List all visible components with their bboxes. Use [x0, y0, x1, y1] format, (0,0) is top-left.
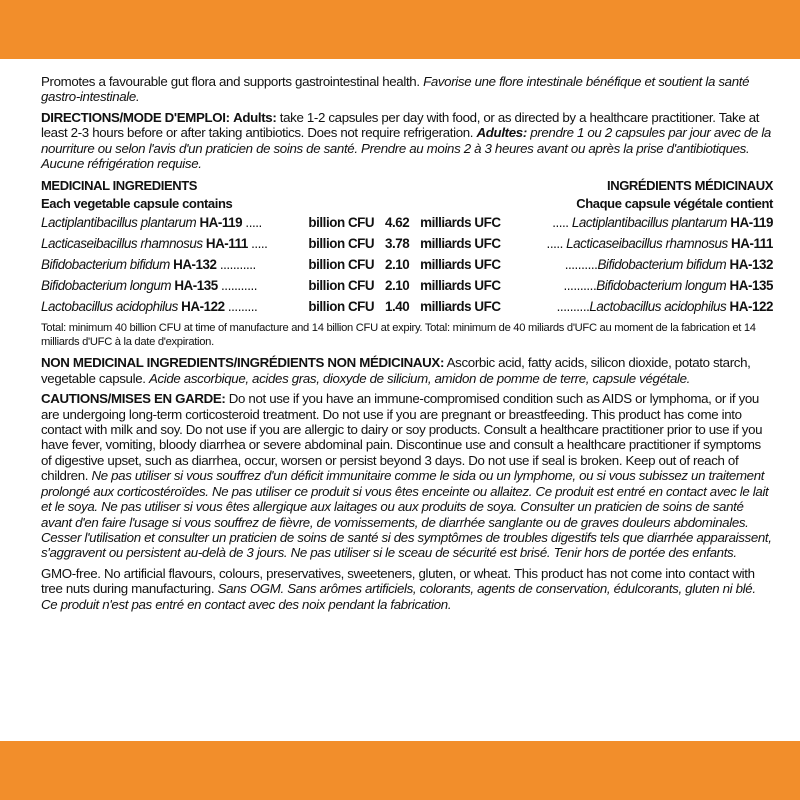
cautions-en: Do not use if you have an immune-compromised condition such as AIDS or lymphoma, or if you are undergoing long-term corticosteroid treatment. Do not use if you are pregnant or breastfeeding. This product has come into contact with milk and soy. Do not use if you are allergic to dairy or soy products. Consult a healthcare practitioner prior to use if you have fever, vomiting, bloody diarrhea or severe abdominal pain. Discontinue use and consult a healthcare practitioner if symptoms of digestive upset, such as diarrhea, occur, worsen or persist beyond 3 days. Do not use if seal is broken. Keep out of reach of children. [41, 391, 763, 484]
ingredient-species: Lactobacillus acidophilus [589, 299, 727, 315]
leader-dots: ......... [224, 299, 258, 315]
cfu-value: 3.78 [384, 236, 410, 252]
top-orange-band [0, 0, 800, 59]
ingredient-species: Bifidobacterium longum [41, 278, 172, 294]
ingredient-en [41, 278, 306, 293]
ingredient-species: Bifidobacterium longum [596, 278, 727, 294]
ingredient-strain: HA-111 [731, 236, 773, 252]
ingredient-strain: HA-135 [729, 278, 773, 294]
directions-paragraph [41, 110, 773, 172]
medicinal-sub-fr: Chaque capsule végétale contient [576, 195, 773, 211]
intro-fr: Favorise une flore intestinale bénéfique et soutient la santé gastro-intestinale. [41, 74, 750, 105]
medicinal-heading-fr: INGRÉDIENTS MÉDICINAUX [607, 177, 773, 193]
ingredient-amount [308, 257, 500, 272]
free-from-fr: Sans OGM. Sans arômes artificiels, colorants, agents de conservation, édulcorants, gluten ni blé. Ce produit n'est pas entré en contact avec des noix pendant la fabrication. [41, 581, 756, 612]
ingredient-en [41, 215, 306, 230]
unit-fr: milliards UFC [420, 299, 501, 315]
leader-dots: ..... [546, 236, 567, 252]
ingredient-en [41, 299, 306, 314]
leader-dots: .......... [563, 278, 597, 294]
medicinal-heading-row [41, 176, 773, 194]
ingredient-strain: HA-122 [181, 299, 225, 315]
medicinal-subheading-row [41, 194, 773, 212]
ingredient-amount [308, 236, 500, 251]
intro-paragraph [41, 74, 773, 105]
ingredient-fr [503, 215, 773, 230]
ingredient-species: Lacticaseibacillus rhamnosus [566, 236, 728, 252]
ingredient-strain: HA-111 [205, 236, 248, 252]
unit-en: billion CFU [308, 299, 375, 315]
ingredient-species: Lactiplantibacillus plantarum [571, 215, 728, 231]
ingredient-strain: HA-119 [199, 215, 243, 231]
non-medicinal-paragraph [41, 355, 773, 386]
non-medicinal-heading: NON MEDICINAL INGREDIENTS/INGRÉDIENTS NON MÉDICINAUX: [41, 355, 445, 371]
ingredient-en [41, 236, 306, 251]
leader-dots: ..... [552, 215, 572, 231]
leader-dots: ........... [216, 257, 256, 273]
ingredient-en [41, 257, 306, 272]
ingredient-strain: HA-135 [174, 278, 218, 294]
ingredient-rows [41, 212, 773, 317]
label-content [41, 74, 773, 617]
cfu-value: 2.10 [384, 278, 410, 294]
leader-dots: ........... [217, 278, 258, 294]
unit-fr: milliards UFC [420, 215, 501, 231]
medicinal-heading-en: MEDICINAL INGREDIENTS [41, 177, 198, 193]
ingredient-row [41, 233, 773, 254]
free-from-en: GMO-free. No artificial flavours, colours, preservatives, sweeteners, gluten, or wheat. This product has not come into contact with tree nuts during manufacturing. [41, 565, 755, 597]
leader-dots: .......... [556, 299, 590, 315]
intro-en: Promotes a favourable gut flora and supports gastrointestinal health. [41, 74, 420, 89]
cfu-value: 1.40 [384, 299, 410, 315]
ingredient-row [41, 254, 773, 275]
cfu-value: 2.10 [384, 257, 410, 273]
bottom-orange-band [0, 741, 800, 800]
unit-en: billion CFU [308, 278, 375, 294]
cfu-value: 4.62 [384, 215, 410, 231]
ingredient-row [41, 212, 773, 233]
unit-fr: milliards UFC [420, 278, 501, 294]
ingredient-row [41, 275, 773, 296]
ingredient-fr [503, 236, 773, 251]
ingredient-amount [308, 299, 500, 314]
ingredient-species: Lactiplantibacillus plantarum [41, 215, 197, 231]
unit-en: billion CFU [308, 215, 375, 231]
ingredient-amount [308, 278, 500, 293]
leader-dots: .......... [564, 257, 598, 273]
ingredient-species: Lacticaseibacillus rhamnosus [41, 236, 203, 252]
unit-fr: milliards UFC [420, 257, 501, 273]
directions-fr-text: prendre 1 ou 2 capsules par jour avec de la nourriture ou selon l'avis d'un praticien de soins de santé. Prendre au moins 2 à 3 heures avant ou après la prise d'antibiotiques. Aucune réfrigération requise. [41, 125, 771, 172]
ingredient-fr [503, 257, 773, 272]
ingredient-row [41, 296, 773, 317]
ingredient-strain: HA-122 [729, 299, 773, 315]
directions-fr-label: Adultes: [476, 125, 527, 141]
ingredient-strain: HA-132 [729, 257, 773, 273]
ingredient-fr [503, 299, 773, 314]
directions-en-label: Adults: [233, 109, 277, 125]
unit-fr: milliards UFC [420, 236, 501, 252]
medicinal-ingredients-table [41, 176, 773, 317]
cautions-paragraph [41, 391, 773, 560]
non-medicinal-fr: Acide ascorbique, acides gras, dioxyde de silicium, amidon de pomme de terre, capsule végétale. [148, 370, 690, 386]
ingredient-fr [503, 278, 773, 293]
leader-dots: ..... [242, 215, 262, 231]
ingredient-species: Lactobacillus acidophilus [41, 299, 178, 315]
cfu-total-note: Total: minimum 40 billion CFU at time of manufacture and 14 billion CFU at expiry. Total: minimum de 40 miliards d'UFC au moment de la fabrication et 14 milliards d'UFC à la date d'expiration. [41, 322, 756, 349]
free-from-paragraph [41, 566, 773, 612]
ingredient-strain: HA-119 [730, 215, 773, 231]
leader-dots: ..... [247, 236, 268, 252]
unit-en: billion CFU [308, 236, 375, 252]
directions-heading: DIRECTIONS/MODE D'EMPLOI: [41, 109, 230, 125]
ingredient-species: Bifidobacterium bifidum [41, 257, 170, 273]
directions-en-text: take 1-2 capsules per day with food, or as directed by a healthcare practitioner. Take at least 2-3 hours before or after taking antibiotics. Does not require refrigeration. [41, 109, 760, 141]
ingredient-species: Bifidobacterium bifidum [597, 257, 727, 273]
non-medicinal-en: Ascorbic acid, fatty acids, silicon dioxide, potato starch, vegetable capsule. [41, 355, 751, 386]
ingredient-strain: HA-132 [173, 257, 217, 273]
cautions-heading: CAUTIONS/MISES EN GARDE: [41, 391, 226, 407]
cautions-fr: Ne pas utiliser si vous souffrez d'un déficit immunitaire comme le sida ou un lymphome, ou si vous subissez un traitement prolongé aux corticostéroïdes. Ne pas utiliser ce produit si vous êtes enceinte ou allaitez. Ce produit est entré en contact avec le lait et le soya. Ne pas utiliser si vous êtes allergique aux laitages ou aux produits de soya. Consulter un praticien de soins de santé avant d'en faire l'usage si vous souffrez de fièvre, de vomissements, de diarrhée sanglante ou de graves douleurs abdominales. Cesser l'utilisation et consulter un praticien de soins de santé si des symptômes de troubles digestifs tels que diarrhée apparaissent, s'aggravent ou persistent au-delà de 3 jours. Ne pas utiliser si le sceau de sécurité est brisé. Tenir hors de portée des enfants. [41, 468, 772, 561]
ingredient-amount [308, 215, 500, 230]
unit-en: billion CFU [308, 257, 375, 273]
medicinal-sub-en: Each vegetable capsule contains [41, 195, 233, 211]
